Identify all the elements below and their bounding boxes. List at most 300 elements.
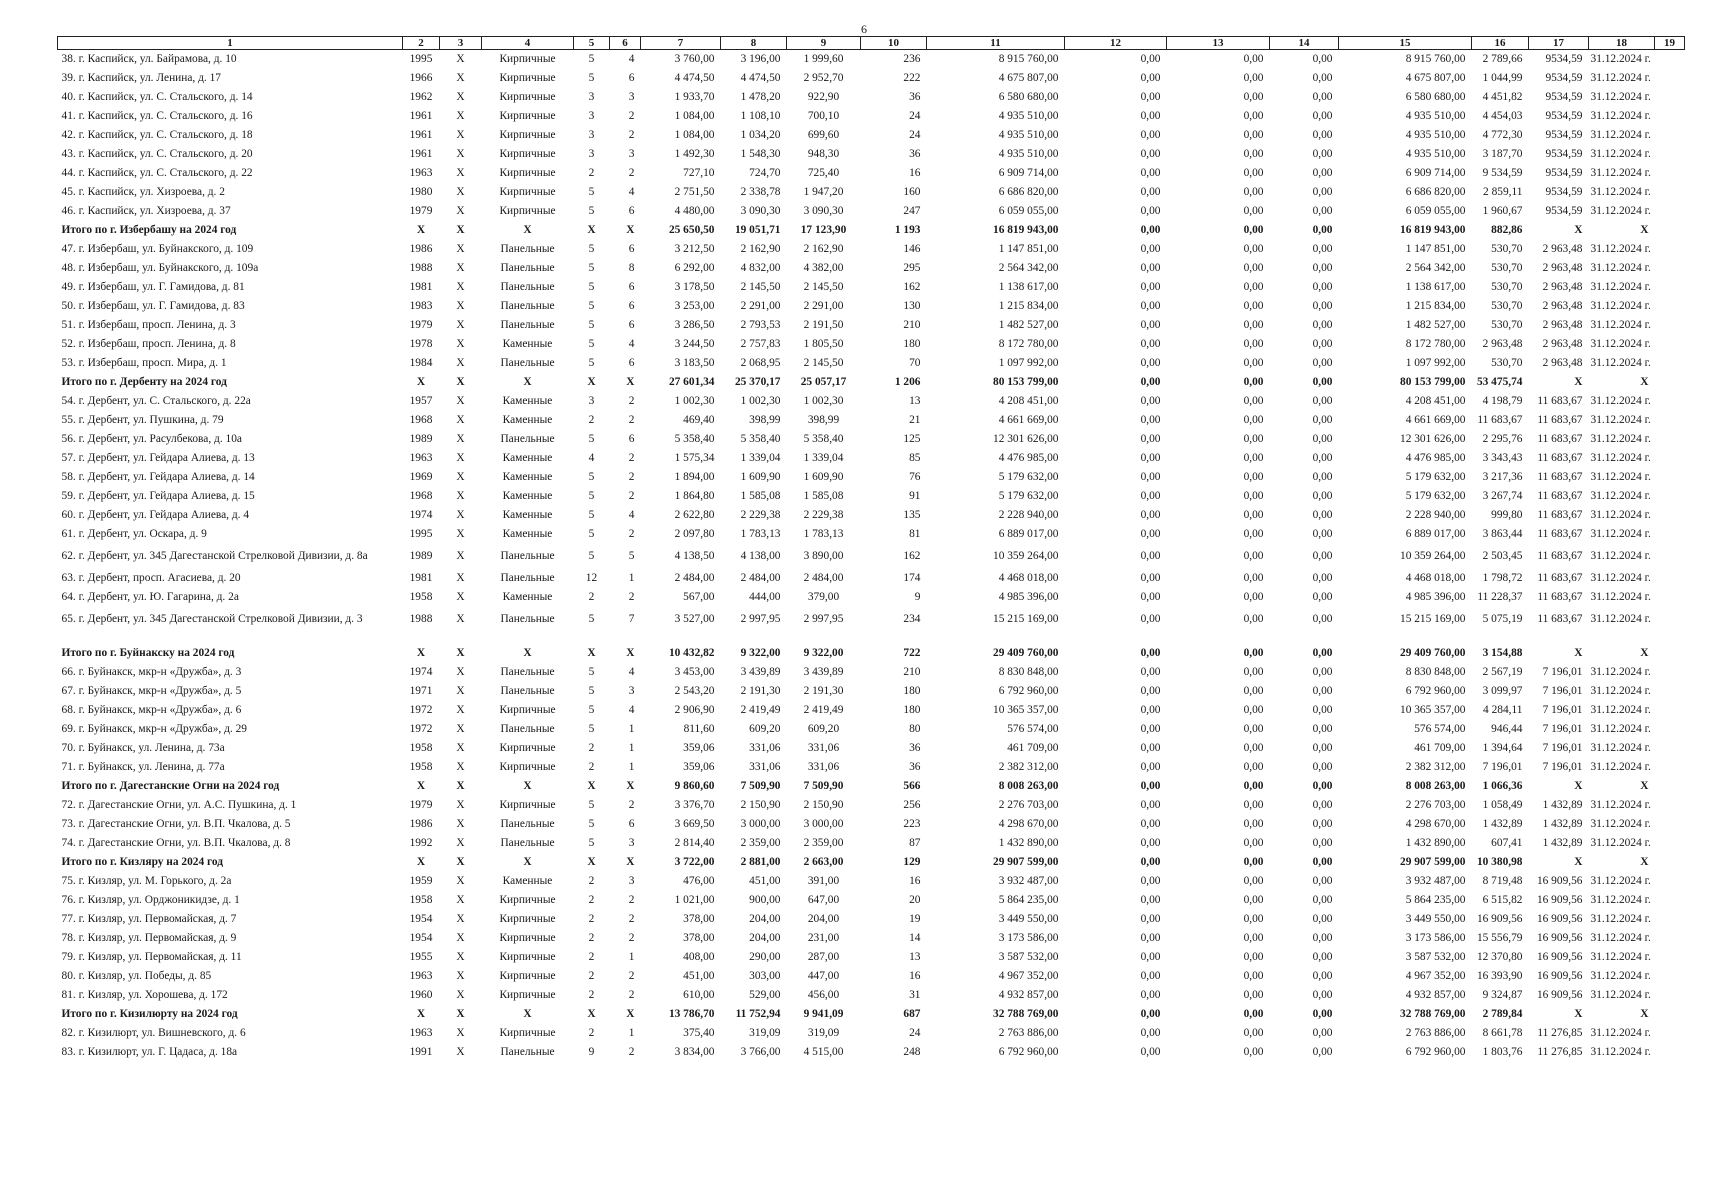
subtotal-label: Итого по г. Кизилюрту на 2024 год (61, 1008, 238, 1020)
col-14-cell: 0,00 (1243, 613, 1264, 625)
col-16-cell: 6 059 055,00 (1405, 205, 1466, 217)
col-18-cell: 9534,59 (1545, 186, 1583, 198)
address-cell: 64. г. Дербент, ул. Ю. Гагарина, д. 2а (61, 591, 239, 603)
col-17-cell: 53 475,74 (1476, 376, 1523, 388)
col-7-cell: 2 (628, 167, 635, 179)
col-11-cell: 19 (909, 913, 921, 925)
table-row (58, 910, 1685, 929)
col-11-cell: 210 (903, 666, 921, 678)
col-13-cell: 0,00 (1140, 433, 1161, 445)
col-16-cell: 3 587 532,00 (1405, 951, 1466, 963)
subtotal-label: Итого по г. Буйнакску на 2024 год (61, 647, 235, 659)
col-14-cell: 0,00 (1243, 913, 1264, 925)
col-4-cell: Х (456, 376, 465, 388)
col-15-cell: 0,00 (1312, 471, 1333, 483)
col-8-cell: 1 021,00 (674, 894, 715, 906)
col-12-cell: 2 763 886,00 (998, 1027, 1059, 1039)
col-5-cell: Панельные (500, 685, 555, 697)
col-15-cell: 0,00 (1312, 704, 1333, 716)
col-5-cell: Кирпичные (499, 799, 556, 811)
address-cell: 80. г. Кизляр, ул. Победы, д. 85 (61, 970, 212, 982)
col-13-cell: 0,00 (1140, 319, 1161, 331)
col-7-cell: 6 (628, 281, 635, 293)
col-14-cell: 0,00 (1243, 837, 1264, 849)
col-7-cell: Х (626, 856, 635, 868)
col-19-cell: 31.12.2024 г. (1590, 761, 1651, 773)
table-row (58, 316, 1685, 335)
col-13-cell: 0,00 (1140, 647, 1161, 659)
col-11-cell: 135 (903, 509, 921, 521)
col-11-cell: 160 (903, 186, 921, 198)
col-3-cell: 1966 (409, 72, 433, 84)
col-16-cell: 6 909 714,00 (1405, 167, 1466, 179)
col-6-cell: 5 (588, 72, 595, 84)
col-13-cell: 0,00 (1140, 591, 1161, 603)
col-4-cell: Х (456, 91, 465, 103)
table-row (58, 815, 1685, 834)
col-15-cell: 0,00 (1312, 894, 1333, 906)
col-5-cell: Каменные (502, 414, 553, 426)
housing-repair-table (57, 36, 1685, 1062)
col-11-cell: 20 (909, 894, 921, 906)
col-4-cell: Х (456, 129, 465, 141)
col-9-cell: 2 338,78 (740, 186, 781, 198)
table-row (58, 701, 1685, 720)
spacer-cell (58, 632, 1685, 644)
col-4-cell: Х (456, 704, 465, 716)
col-12-cell: 4 661 669,00 (998, 414, 1059, 426)
col-15-cell: 0,00 (1312, 780, 1333, 792)
col-6-cell: 3 (588, 129, 595, 141)
col-10-cell: 3 000,00 (803, 818, 844, 830)
table-row (58, 588, 1685, 607)
col-19-cell: 31.12.2024 г. (1590, 262, 1651, 274)
col-6-cell: Х (587, 376, 596, 388)
col-12-cell: 4 476 985,00 (998, 452, 1059, 464)
col-4-cell: Х (456, 666, 465, 678)
col-15-cell: 0,00 (1312, 647, 1333, 659)
col-11-cell: 9 (914, 591, 921, 603)
col-7-cell: 1 (628, 572, 635, 584)
header-cell-17: 17 (1529, 37, 1589, 50)
col-5-cell: Кирпичные (499, 704, 556, 716)
col-9-cell: 900,00 (749, 894, 781, 906)
col-15-cell: 0,00 (1312, 1027, 1333, 1039)
col-19-cell: 31.12.2024 г. (1590, 989, 1651, 1001)
col-11-cell: 14 (909, 932, 921, 944)
col-3-cell: 1961 (409, 148, 433, 160)
col-6-cell: 5 (588, 550, 595, 562)
col-18-cell: 9534,59 (1545, 148, 1583, 160)
col-3-cell: 1992 (409, 837, 433, 849)
col-3-cell: 1958 (409, 894, 433, 906)
col-8-cell: 3 286,50 (674, 319, 715, 331)
col-9-cell: 331,06 (749, 742, 781, 754)
col-13-cell: 0,00 (1140, 1046, 1161, 1058)
col-14-cell: 0,00 (1243, 685, 1264, 697)
col-3-cell: Х (416, 224, 426, 236)
col-15-cell: 0,00 (1312, 970, 1333, 982)
col-10-cell: 1 609,90 (803, 471, 844, 483)
col-13-cell: 0,00 (1140, 951, 1161, 963)
table-row (58, 297, 1685, 316)
col-6-cell: 2 (588, 932, 595, 944)
col-9-cell: 1 478,20 (740, 91, 781, 103)
address-cell: 71. г. Буйнакск, ул. Ленина, д. 77а (61, 761, 225, 773)
address-cell: 63. г. Дербент, просп. Агасиева, д. 20 (61, 572, 241, 584)
col-6-cell: 5 (588, 613, 595, 625)
col-10-cell: 7 509,90 (803, 780, 844, 792)
col-14-cell: 0,00 (1243, 338, 1264, 350)
col-18-cell: Х (1574, 780, 1583, 792)
col-6-cell: 5 (588, 300, 595, 312)
col-6-cell: 5 (588, 490, 595, 502)
col-11-cell: 13 (909, 951, 921, 963)
col-19-cell: 31.12.2024 г. (1590, 414, 1651, 426)
col-19-cell: 31.12.2024 г. (1590, 338, 1651, 350)
col-9-cell: 3 439,89 (740, 666, 781, 678)
col-19-cell: 31.12.2024 г. (1590, 243, 1651, 255)
col-5-cell: Каменные (502, 452, 553, 464)
col-14-cell: 0,00 (1243, 1008, 1264, 1020)
col-13-cell: 0,00 (1140, 148, 1161, 160)
col-3-cell: 1960 (409, 989, 433, 1001)
table-row (58, 335, 1685, 354)
col-19-cell: 31.12.2024 г. (1590, 951, 1651, 963)
address-cell: 72. г. Дагестанские Огни, ул. А.С. Пушкина, д. 1 (61, 799, 297, 811)
col-11-cell: 76 (909, 471, 921, 483)
address-cell: 40. г. Каспийск, ул. С. Стальского, д. 14 (61, 91, 253, 103)
col-4-cell: Х (456, 761, 465, 773)
col-3-cell: 1968 (409, 414, 433, 426)
col-19-cell: 31.12.2024 г. (1590, 528, 1651, 540)
col-6-cell: 2 (588, 761, 595, 773)
col-14-cell: 0,00 (1243, 319, 1264, 331)
col-19-cell: 31.12.2024 г. (1590, 913, 1651, 925)
col-16-cell: 4 298 670,00 (1405, 818, 1466, 830)
col-7-cell: Х (626, 647, 635, 659)
col-15-cell: 0,00 (1312, 91, 1333, 103)
col-7-cell: Х (626, 780, 635, 792)
col-5-cell: Х (523, 780, 532, 792)
col-4-cell: Х (456, 1046, 465, 1058)
column-number-header (58, 37, 1685, 50)
col-9-cell: 2 162,90 (740, 243, 781, 255)
col-16-cell: 8 830 848,00 (1405, 666, 1466, 678)
col-18-cell: 9534,59 (1545, 205, 1583, 217)
col-4-cell: Х (456, 414, 465, 426)
header-cell-7: 7 (641, 37, 721, 50)
col-4-cell: Х (456, 357, 465, 369)
col-9-cell: 25 370,17 (734, 376, 781, 388)
col-19-cell: 31.12.2024 г. (1590, 894, 1651, 906)
col-4-cell: Х (456, 338, 465, 350)
col-4-cell: Х (456, 433, 465, 445)
col-14-cell: 0,00 (1243, 1046, 1264, 1058)
col-15-cell: 0,00 (1312, 110, 1333, 122)
col-18-cell: 7 196,01 (1542, 666, 1583, 678)
col-13-cell: 0,00 (1140, 550, 1161, 562)
col-5-cell: Кирпичные (499, 932, 556, 944)
col-5-cell: Панельные (500, 572, 555, 584)
col-5-cell: Кирпичные (499, 761, 556, 773)
col-11-cell: 174 (903, 572, 921, 584)
col-18-cell: Х (1574, 1008, 1583, 1020)
col-18-cell: 1 432,89 (1542, 818, 1583, 830)
col-7-cell: 4 (628, 186, 635, 198)
col-13-cell: 0,00 (1140, 376, 1161, 388)
col-5-cell: Кирпичные (499, 951, 556, 963)
col-7-cell: 4 (628, 666, 635, 678)
address-cell: 61. г. Дербент, ул. Оскара, д. 9 (61, 528, 207, 540)
col-8-cell: 3 253,00 (674, 300, 715, 312)
col-12-cell: 1 097 992,00 (998, 357, 1059, 369)
col-17-cell: 5 075,19 (1482, 613, 1523, 625)
col-19-cell: 31.12.2024 г. (1590, 613, 1651, 625)
col-7-cell: 1 (628, 1027, 635, 1039)
col-5-cell: Кирпичные (499, 167, 556, 179)
col-5-cell: Панельные (500, 723, 555, 735)
col-6-cell: 2 (588, 913, 595, 925)
col-10-cell: 725,40 (807, 167, 840, 179)
col-19-cell: 31.12.2024 г. (1590, 723, 1651, 735)
subtotal-label: Итого по г. Кизляру на 2024 год (61, 856, 224, 868)
col-17-cell: 8 661,78 (1482, 1027, 1523, 1039)
col-16-cell: 4 675 807,00 (1405, 72, 1466, 84)
col-15-cell: 0,00 (1312, 685, 1333, 697)
col-8-cell: 3 376,70 (674, 799, 715, 811)
col-10-cell: 1 947,20 (803, 186, 844, 198)
col-16-cell: 4 468 018,00 (1405, 572, 1466, 584)
table-row (58, 1024, 1685, 1043)
col-3-cell: 1974 (409, 666, 433, 678)
col-19-cell: 31.12.2024 г. (1590, 970, 1651, 982)
col-15-cell: 0,00 (1312, 742, 1333, 754)
col-18-cell: 7 196,01 (1542, 761, 1583, 773)
col-15-cell: 0,00 (1312, 53, 1333, 65)
col-3-cell: 1989 (409, 550, 433, 562)
col-16-cell: 2 382 312,00 (1405, 761, 1466, 773)
col-3-cell: Х (416, 780, 426, 792)
address-cell: 49. г. Избербаш, ул. Г. Гамидова, д. 81 (61, 281, 245, 293)
col-3-cell: 1958 (409, 591, 433, 603)
col-18-cell: 11 683,67 (1537, 490, 1583, 502)
col-11-cell: 36 (909, 91, 921, 103)
col-12-cell: 4 208 451,00 (998, 395, 1059, 407)
col-18-cell: 9534,59 (1545, 129, 1583, 141)
col-4-cell: Х (456, 875, 465, 887)
col-15-cell: 0,00 (1312, 376, 1333, 388)
col-18-cell: 11 683,67 (1537, 509, 1583, 521)
col-9-cell: 529,00 (749, 989, 781, 1001)
col-17-cell: 16 909,56 (1476, 913, 1523, 925)
col-4-cell: Х (456, 572, 465, 584)
col-16-cell: 4 935 510,00 (1405, 148, 1466, 160)
col-17-cell: 2 567,19 (1482, 666, 1523, 678)
col-14-cell: 0,00 (1243, 591, 1264, 603)
col-15-cell: 0,00 (1312, 1008, 1333, 1020)
col-18-cell: 2 963,48 (1542, 281, 1583, 293)
col-6-cell: 2 (588, 591, 595, 603)
col-11-cell: 162 (903, 281, 921, 293)
col-6-cell: 5 (588, 528, 595, 540)
col-17-cell: 1 803,76 (1482, 1046, 1523, 1058)
col-6-cell: 2 (588, 970, 595, 982)
col-17-cell: 2 789,84 (1482, 1008, 1523, 1020)
col-10-cell: 319,09 (807, 1027, 840, 1039)
col-15-cell: 0,00 (1312, 338, 1333, 350)
table-row (58, 392, 1685, 411)
col-19-cell: 31.12.2024 г. (1590, 319, 1651, 331)
col-19-cell: Х (1640, 856, 1649, 868)
col-18-cell: 2 963,48 (1542, 243, 1583, 255)
col-12-cell: 4 935 510,00 (998, 148, 1059, 160)
address-cell: 42. г. Каспийск, ул. С. Стальского, д. 18 (61, 129, 253, 141)
col-13-cell: 0,00 (1140, 1027, 1161, 1039)
col-5-cell: Панельные (500, 243, 555, 255)
col-4-cell: Х (456, 471, 465, 483)
col-17-cell: 2 503,45 (1482, 550, 1523, 562)
col-13-cell: 0,00 (1140, 91, 1161, 103)
col-10-cell: 699,60 (807, 129, 840, 141)
col-3-cell: 1981 (409, 281, 433, 293)
address-cell: 66. г. Буйнакск, мкр-н «Дружба», д. 3 (61, 666, 242, 678)
col-19-cell: 31.12.2024 г. (1590, 818, 1651, 830)
col-19-cell: 31.12.2024 г. (1590, 666, 1651, 678)
col-9-cell: 303,00 (749, 970, 781, 982)
table-row (58, 240, 1685, 259)
col-14-cell: 0,00 (1243, 433, 1264, 445)
col-14-cell: 0,00 (1243, 129, 1264, 141)
col-7-cell: 2 (628, 490, 635, 502)
col-3-cell: 1963 (409, 1027, 433, 1039)
col-10-cell: 647,00 (807, 894, 840, 906)
col-12-cell: 80 153 799,00 (993, 376, 1059, 388)
header-cell-5: 5 (574, 37, 610, 50)
col-6-cell: 2 (588, 414, 595, 426)
col-13-cell: 0,00 (1140, 913, 1161, 925)
col-7-cell: 7 (628, 613, 635, 625)
col-3-cell: 1957 (409, 395, 433, 407)
col-19-cell: 31.12.2024 г. (1590, 357, 1651, 369)
col-5-cell: Кирпичные (499, 72, 556, 84)
col-6-cell: 5 (588, 509, 595, 521)
col-14-cell: 0,00 (1243, 509, 1264, 521)
col-7-cell: 4 (628, 53, 635, 65)
col-9-cell: 2 191,30 (740, 685, 781, 697)
table-row (58, 468, 1685, 487)
address-cell: 65. г. Дербент, ул. 345 Дагестанской Стрелковой Дивизии, д. 3 (61, 613, 363, 625)
col-5-cell: Каменные (502, 338, 553, 350)
address-cell: 70. г. Буйнакск, ул. Ленина, д. 73а (61, 742, 225, 754)
col-4-cell: Х (456, 647, 465, 659)
col-3-cell: 1969 (409, 471, 433, 483)
col-8-cell: 1 084,00 (674, 129, 715, 141)
subtotal-label: Итого по г. Дагестанские Огни на 2024 год (61, 780, 280, 792)
col-19-cell: 31.12.2024 г. (1590, 281, 1651, 293)
col-5-cell: Каменные (502, 395, 553, 407)
col-7-cell: 3 (628, 875, 635, 887)
col-14-cell: 0,00 (1243, 490, 1264, 502)
col-16-cell: 1 097 992,00 (1405, 357, 1466, 369)
col-16-cell: 6 889 017,00 (1405, 528, 1466, 540)
col-8-cell: 375,40 (683, 1027, 715, 1039)
col-15-cell: 0,00 (1312, 167, 1333, 179)
col-12-cell: 5 864 235,00 (998, 894, 1059, 906)
header-cell-3: 3 (440, 37, 482, 50)
col-19-cell: 31.12.2024 г. (1590, 704, 1651, 716)
col-18-cell: 16 909,56 (1536, 989, 1583, 1001)
col-14-cell: 0,00 (1243, 550, 1264, 562)
col-17-cell: 7 196,01 (1482, 761, 1523, 773)
col-12-cell: 6 909 714,00 (998, 167, 1059, 179)
col-13-cell: 0,00 (1140, 666, 1161, 678)
col-11-cell: 125 (903, 433, 921, 445)
col-9-cell: 331,06 (749, 761, 781, 773)
address-cell: 78. г. Кизляр, ул. Первомайская, д. 9 (61, 932, 237, 944)
col-18-cell: 11 683,67 (1537, 414, 1583, 426)
subtotal-row (58, 1005, 1685, 1024)
col-14-cell: 0,00 (1243, 528, 1264, 540)
col-14-cell: 0,00 (1243, 799, 1264, 811)
subtotal-label: Итого по г. Дербенту на 2024 год (61, 376, 227, 388)
col-4-cell: Х (456, 742, 465, 754)
col-3-cell: 1971 (409, 685, 433, 697)
col-15-cell: 0,00 (1312, 129, 1333, 141)
col-5-cell: Панельные (500, 550, 555, 562)
col-12-cell: 4 935 510,00 (998, 110, 1059, 122)
col-5-cell: Панельные (500, 613, 555, 625)
table-row (58, 487, 1685, 506)
col-4-cell: Х (456, 395, 465, 407)
col-10-cell: 2 291,00 (803, 300, 844, 312)
table-row (58, 126, 1685, 145)
col-5-cell: Каменные (502, 875, 553, 887)
col-18-cell: 7 196,01 (1542, 742, 1583, 754)
col-17-cell: 3 099,97 (1482, 685, 1523, 697)
table-row (58, 145, 1685, 164)
col-4-cell: Х (456, 550, 465, 562)
col-3-cell: 1968 (409, 490, 433, 502)
col-11-cell: 180 (903, 685, 921, 697)
col-9-cell: 204,00 (749, 932, 781, 944)
col-8-cell: 2 906,90 (674, 704, 715, 716)
col-13-cell: 0,00 (1140, 704, 1161, 716)
col-8-cell: 1 864,80 (674, 490, 715, 502)
subtotal-row (58, 221, 1685, 240)
header-cell-16: 16 (1472, 37, 1529, 50)
col-16-cell: 6 792 960,00 (1405, 1046, 1466, 1058)
table-row (58, 663, 1685, 682)
col-3-cell: 1972 (409, 704, 433, 716)
col-9-cell: 9 322,00 (740, 647, 781, 659)
col-8-cell: 3 669,50 (674, 818, 715, 830)
col-10-cell: 2 162,90 (803, 243, 844, 255)
col-9-cell: 724,70 (749, 167, 781, 179)
col-7-cell: 6 (628, 72, 635, 84)
col-18-cell: 2 963,48 (1542, 338, 1583, 350)
col-12-cell: 12 301 626,00 (993, 433, 1059, 445)
table-row (58, 50, 1685, 70)
col-4-cell: Х (456, 780, 465, 792)
col-18-cell: 11 683,67 (1537, 613, 1583, 625)
col-7-cell: 5 (628, 550, 635, 562)
col-5-cell: Панельные (500, 281, 555, 293)
col-4-cell: Х (456, 723, 465, 735)
table-row (58, 967, 1685, 986)
col-10-cell: 391,00 (807, 875, 840, 887)
col-15-cell: 0,00 (1312, 666, 1333, 678)
